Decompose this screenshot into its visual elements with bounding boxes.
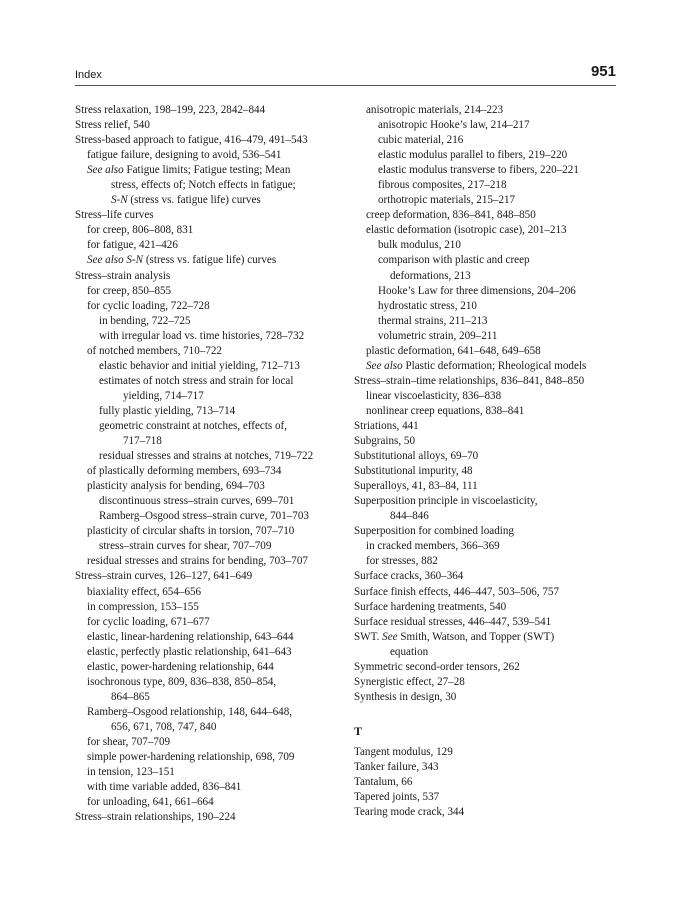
index-entry: fibrous composites, 217–218 xyxy=(378,179,507,192)
index-entry: geometric constraint at notches, effects of, xyxy=(99,419,288,432)
index-entry: Stress–strain analysis xyxy=(75,269,171,282)
index-entry: of plastically deforming members, 693–734 xyxy=(87,465,282,478)
index-entry: Superposition for combined loading xyxy=(354,525,514,538)
index-entry: Surface cracks, 360–364 xyxy=(354,570,464,583)
index-entry: elastic, power-hardening relationship, 644 xyxy=(87,660,274,673)
index-entry: discontinuous stress–strain curves, 699–701 xyxy=(99,495,295,508)
index-entry: for cyclic loading, 722–728 xyxy=(87,299,210,312)
index-entry: for fatigue, 421–426 xyxy=(87,239,178,252)
index-entry: simple power-hardening relationship, 698, 709 xyxy=(87,751,295,764)
index-entry: in cracked members, 366–369 xyxy=(366,540,500,553)
index-entry: Superposition principle in viscoelasticity, xyxy=(354,495,538,508)
index-column-left xyxy=(75,103,337,825)
index-entry: elastic deformation (isotropic case), 201–213 xyxy=(366,224,567,237)
index-entry: Tanker failure, 343 xyxy=(354,760,439,773)
index-entry: Surface residual stresses, 446–447, 539–541 xyxy=(354,615,552,628)
index-entry: for creep, 806–808, 831 xyxy=(87,224,194,237)
index-entry: elastic, perfectly plastic relationship, 641–643 xyxy=(87,645,292,658)
index-entry: See also Plastic deformation; Rheological models xyxy=(366,359,587,372)
index-entry: of notched members, 710–722 xyxy=(87,344,222,357)
index-entry: 864–865 xyxy=(111,690,150,703)
index-entry: Tearing mode crack, 344 xyxy=(354,806,465,819)
index-entry: thermal strains, 211–213 xyxy=(378,314,488,327)
index-entry: Stress–life curves xyxy=(75,209,154,222)
index-entry: Symmetric second-order tensors, 262 xyxy=(354,660,520,673)
index-entry: hydrostatic stress, 210 xyxy=(378,299,477,312)
index-entry: 717–718 xyxy=(123,435,162,448)
index-entry: cubic material, 216 xyxy=(378,134,464,147)
index-entry: Surface hardening treatments, 540 xyxy=(354,600,507,613)
index-column-right xyxy=(354,103,616,820)
section-gap xyxy=(354,705,616,720)
index-entry: Superalloys, 41, 83–84, 111 xyxy=(354,480,478,493)
index-entry: for creep, 850–855 xyxy=(87,284,172,297)
index-entry: Substitutional alloys, 69–70 xyxy=(354,450,479,463)
index-entry: deformations, 213 xyxy=(390,269,471,282)
index-entry: volumetric strain, 209–211 xyxy=(378,329,498,342)
index-entry: orthotropic materials, 215–217 xyxy=(378,194,516,207)
index-entry: elastic, linear-hardening relationship, 643–644 xyxy=(87,630,294,643)
index-entry: Stress-based approach to fatigue, 416–479, 491–543 xyxy=(75,134,308,147)
index-entry: comparison with plastic and creep xyxy=(378,254,530,267)
index-entry: isochronous type, 809, 836–838, 850–854, xyxy=(87,675,277,688)
index-entry: for unloading, 641, 661–664 xyxy=(87,796,214,809)
index-entry: Subgrains, 50 xyxy=(354,435,416,448)
index-entry: Surface finish effects, 446–447, 503–506, 757 xyxy=(354,585,559,598)
page-number: 951 xyxy=(590,63,616,80)
index-entry: Ramberg–Osgood relationship, 148, 644–648, xyxy=(87,705,293,718)
index-entry: equation xyxy=(390,645,429,658)
index-entry: fatigue failure, designing to avoid, 536–541 xyxy=(87,149,282,162)
index-entry: 844–846 xyxy=(390,510,429,523)
index-entry: Ramberg–Osgood stress–strain curve, 701–703 xyxy=(99,510,309,523)
index-entry: Synergistic effect, 27–28 xyxy=(354,675,465,688)
page-header xyxy=(75,63,616,86)
index-entry: Stress–strain curves, 126–127, 641–649 xyxy=(75,570,253,583)
index-entry: See also S-N (stress vs. fatigue life) curves xyxy=(87,254,277,267)
index-entry: creep deformation, 836–841, 848–850 xyxy=(366,209,536,222)
index-entry: elastic modulus transverse to fibers, 220–221 xyxy=(378,164,579,177)
section-letter: T xyxy=(354,723,363,738)
running-head: Index xyxy=(75,69,102,81)
index-entry: nonlinear creep equations, 838–841 xyxy=(366,404,525,417)
index-entry: with irregular load vs. time histories, 728–732 xyxy=(99,329,305,342)
index-entry: Tantalum, 66 xyxy=(354,776,413,789)
index-entry: plastic deformation, 641–648, 649–658 xyxy=(366,344,541,357)
index-entry: Stress–strain–time relationships, 836–841, 848–850 xyxy=(354,374,585,387)
index-entry: Tapered joints, 537 xyxy=(354,791,440,804)
index-entry: See also Fatigue limits; Fatigue testing; Mean xyxy=(87,164,291,177)
index-entry: in bending, 722–725 xyxy=(99,314,191,327)
index-entry: yielding, 714–717 xyxy=(123,389,204,402)
index-entry: Stress–strain relationships, 190–224 xyxy=(75,811,236,824)
index-entry: elastic modulus parallel to fibers, 219–220 xyxy=(378,149,568,162)
index-entry: for cyclic loading, 671–677 xyxy=(87,615,210,628)
index-entry: for stresses, 882 xyxy=(366,555,438,568)
index-entry: in compression, 153–155 xyxy=(87,600,199,613)
index-entry: Tangent modulus, 129 xyxy=(354,745,453,758)
index-entry: bulk modulus, 210 xyxy=(378,239,461,252)
index-entry: stress–strain curves for shear, 707–709 xyxy=(99,540,272,553)
index-entry: S-N (stress vs. fatigue life) curves xyxy=(111,194,261,207)
index-entry: anisotropic materials, 214–223 xyxy=(366,104,504,116)
index-entry: in tension, 123–151 xyxy=(87,766,175,779)
index-entry: fully plastic yielding, 713–714 xyxy=(99,404,236,417)
index-entry: Synthesis in design, 30 xyxy=(354,690,457,703)
index-entry: stress, effects of; Notch effects in fatigue; xyxy=(111,179,296,192)
index-entry: with time variable added, 836–841 xyxy=(87,781,242,794)
index-entry: Stress relaxation, 198–199, 223, 2842–844 xyxy=(75,104,266,116)
index-entry: anisotropic Hooke’s law, 214–217 xyxy=(378,119,530,132)
index-entry: for shear, 707–709 xyxy=(87,735,171,748)
index-entry: plasticity of circular shafts in torsion, 707–710 xyxy=(87,525,295,538)
index-entry: Substitutional impurity, 48 xyxy=(354,465,473,478)
index-entry: Hooke’s Law for three dimensions, 204–206 xyxy=(378,284,576,297)
index-entry: 656, 671, 708, 747, 840 xyxy=(111,720,217,733)
index-entry: linear viscoelasticity, 836–838 xyxy=(366,389,502,402)
index-entry: residual stresses and strains at notches, 719–722 xyxy=(99,450,314,463)
index-entry: Striations, 441 xyxy=(354,419,419,432)
index-entry: estimates of notch stress and strain for local xyxy=(99,374,294,387)
index-entry: biaxiality effect, 654–656 xyxy=(87,585,202,598)
index-entry: Stress relief, 540 xyxy=(75,119,150,132)
index-entry: elastic behavior and initial yielding, 712–713 xyxy=(99,359,300,372)
index-entry: SWT. See Smith, Watson, and Topper (SWT) xyxy=(354,630,555,643)
index-entry: plasticity analysis for bending, 694–703 xyxy=(87,480,265,493)
index-entry: residual stresses and strains for bending, 703–707 xyxy=(87,555,308,568)
